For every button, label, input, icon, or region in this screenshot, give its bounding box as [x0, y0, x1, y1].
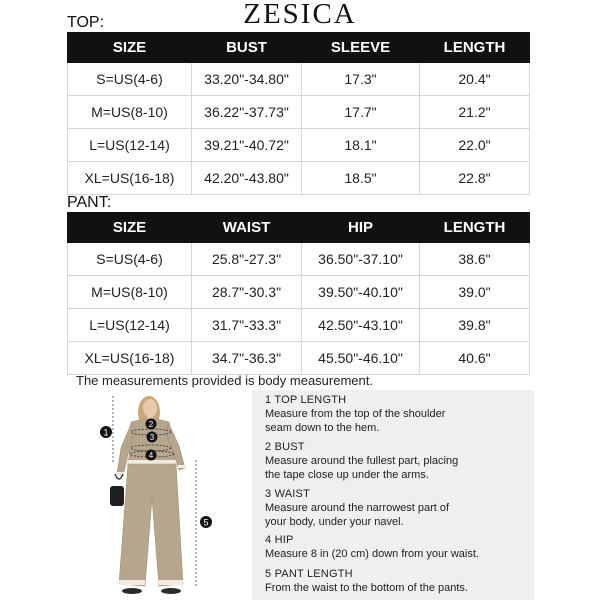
- length-cell: 38.6": [420, 243, 530, 276]
- hip-cell: 39.50"-40.10": [302, 276, 420, 309]
- length-cell: 20.4": [420, 63, 530, 96]
- top-size-table: [67, 32, 530, 195]
- bust-cell: 36.22"-37.73": [192, 96, 302, 129]
- pants-shape: [119, 464, 183, 586]
- pant-col-size: SIZE: [68, 213, 192, 243]
- guide-title: 1 TOP LENGTH: [265, 394, 347, 406]
- guide-desc: your body, under your navel.: [265, 516, 404, 528]
- length-cell: 39.0": [420, 276, 530, 309]
- size-cell: L=US(12-14): [68, 309, 192, 342]
- table-row: [68, 243, 530, 276]
- size-cell: L=US(12-14): [68, 129, 192, 162]
- size-cell: M=US(8-10): [68, 276, 192, 309]
- table-row: [68, 162, 530, 195]
- guide-waist: [265, 487, 531, 529]
- measurement-note: The measurements provided is body measurement.: [76, 373, 373, 388]
- length-cell: 22.0": [420, 129, 530, 162]
- guide-title: 5 PANT LENGTH: [265, 568, 353, 580]
- guide-desc: From the waist to the bottom of the pants.: [265, 582, 468, 594]
- top-col-size: SIZE: [68, 33, 192, 63]
- top-section-label: TOP:: [67, 14, 105, 31]
- svg-text:3: 3: [149, 433, 155, 443]
- guide-desc: Measure around the fullest part, placing: [265, 455, 459, 467]
- waist-cell: 34.7"-36.3": [192, 342, 302, 375]
- guide-bust: [265, 440, 531, 482]
- pant-col-waist: WAIST: [192, 213, 302, 243]
- guide-hip: [265, 533, 531, 561]
- guide-desc: Measure around the narrowest part of: [265, 502, 450, 514]
- marker-5: [200, 516, 212, 528]
- bust-cell: 42.20"-43.80": [192, 162, 302, 195]
- sleeve-cell: 18.1": [302, 129, 420, 162]
- marker-2: [146, 419, 157, 430]
- table-row: [68, 129, 530, 162]
- sweater-hem-stripe: [125, 460, 179, 464]
- marker-3: [147, 432, 158, 443]
- guide-pant-length: [265, 567, 531, 595]
- top-header-row: [68, 33, 530, 63]
- pant-col-length: LENGTH: [420, 213, 530, 243]
- bust-cell: 39.21"-40.72": [192, 129, 302, 162]
- marker-1: [100, 426, 112, 438]
- table-row: [68, 342, 530, 375]
- table-row: [68, 63, 530, 96]
- brand-logo: ZESICA: [243, 0, 357, 30]
- length-cell: 22.8": [420, 162, 530, 195]
- guide-desc: seam down to the hem.: [265, 422, 380, 434]
- pant-header-row: [68, 213, 530, 243]
- length-cell: 39.8": [420, 309, 530, 342]
- top-col-bust: BUST: [192, 33, 302, 63]
- hip-cell: 45.50"-46.10": [302, 342, 420, 375]
- handbag-shape: [110, 486, 124, 506]
- hip-cell: 36.50"-37.10": [302, 243, 420, 276]
- svg-text:2: 2: [148, 420, 154, 430]
- waist-cell: 31.7"-33.3": [192, 309, 302, 342]
- marker-4: [146, 450, 157, 461]
- measurement-guide: [252, 390, 534, 600]
- top-col-sleeve: SLEEVE: [302, 33, 420, 63]
- guide-title: 2 BUST: [265, 441, 305, 453]
- size-cell: M=US(8-10): [68, 96, 192, 129]
- table-row: [68, 276, 530, 309]
- svg-text:4: 4: [148, 451, 154, 461]
- size-cell: XL=US(16-18): [68, 162, 192, 195]
- length-cell: 21.2": [420, 96, 530, 129]
- guide-desc: the tape close up under the arms.: [265, 469, 429, 481]
- model-figure: [95, 388, 225, 600]
- guide-title: 4 HIP: [265, 534, 294, 546]
- hip-cell: 42.50"-43.10": [302, 309, 420, 342]
- guide-top-length: [265, 393, 531, 435]
- size-cell: S=US(4-6): [68, 243, 192, 276]
- guide-desc: Measure 8 in (20 cm) down from your waist.: [265, 548, 479, 560]
- svg-text:1: 1: [103, 427, 109, 438]
- top-col-length: LENGTH: [420, 33, 530, 63]
- size-cell: S=US(4-6): [68, 63, 192, 96]
- size-cell: XL=US(16-18): [68, 342, 192, 375]
- sleeve-cell: 17.3": [302, 63, 420, 96]
- sleeve-cell: 18.5": [302, 162, 420, 195]
- sleeve-cell: 17.7": [302, 96, 420, 129]
- table-row: [68, 96, 530, 129]
- waist-cell: 28.7"-30.3": [192, 276, 302, 309]
- pant-size-table: [67, 212, 530, 375]
- waist-cell: 25.8"-27.3": [192, 243, 302, 276]
- bust-cell: 33.20"-34.80": [192, 63, 302, 96]
- guide-title: 3 WAIST: [265, 488, 310, 500]
- length-cell: 40.6": [420, 342, 530, 375]
- table-row: [68, 309, 530, 342]
- face-shape: [143, 399, 157, 417]
- pant-section-label: PANT:: [67, 194, 112, 211]
- pant-col-hip: HIP: [302, 213, 420, 243]
- guide-desc: Measure from the top of the shoulder: [265, 408, 446, 420]
- svg-text:5: 5: [203, 517, 209, 528]
